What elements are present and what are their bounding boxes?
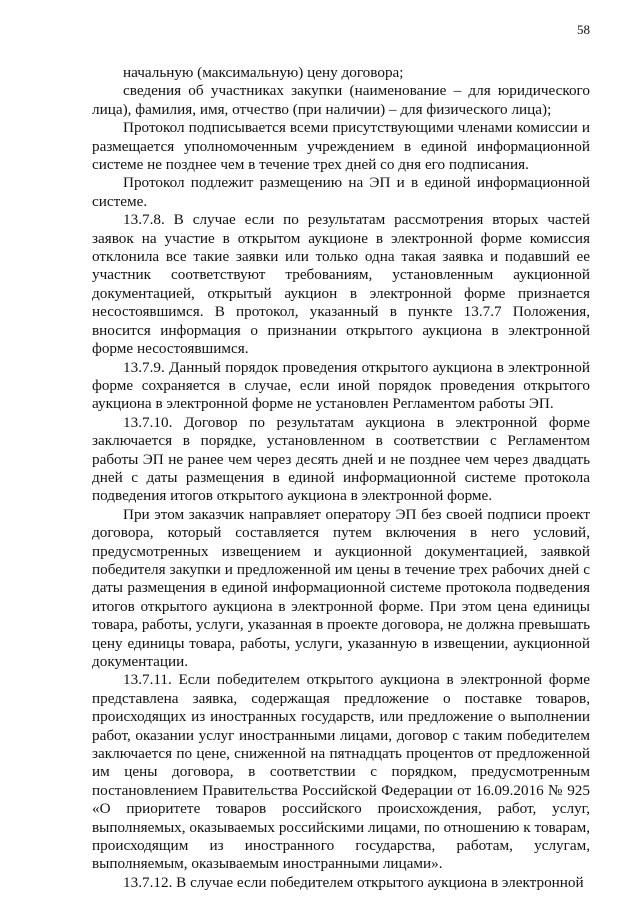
clause-13-7-12: 13.7.12. В случае если победителем открытого аукциона в электронной [123,873,584,891]
clause-13-7-10: 13.7.10. Договор по результатам аукциона в электронной форме заключается в порядке, установленном в соответствии с Регламентом работы ЭП не ранее чем через десять дней и не позднее чем через двадцать дней с даты размещения в единой информационной системе протокола подведения итогов открытого аукциона в электронной форме. [92,413,590,505]
list-item-participants-info: сведения об участниках закупки (наименование – для юридического лица), фамилия, имя, отчество (при наличии) – для физического лица); [92,82,590,118]
clause-13-7-8: 13.7.8. В случае если по результатам рассмотрения вторых частей заявок на участие в открытом аукционе в электронной форме комиссия отклонила все такие заявки или только одна такая заявка и подавший ее участник соответствуют требованиям, установленным аукционной документацией, открытый аукцион в электронной форме признается несостоявшимся. В протокол, указанный в пункте 13.7.7 Положения, вносится информация о признании открытого аукциона в электронной форме несостоявшимся. [92,211,590,358]
document-body [92,64,590,892]
clause-13-7-9: 13.7.9. Данный порядок проведения открытого аукциона в электронной форме сохраняется в случае, если иной порядок проведения открытого аукциона в электронной форме не установлен Регламентом работы ЭП. [92,358,590,413]
clause-13-7-11: 13.7.11. Если победителем открытого аукциона в электронной форме представлена заявка, содержащая предложение о поставке товаров, происходящих из иностранных государств, или предложение о выполнении работ, оказании услуг иностранными лицами, договор с таким победителем заключается по цене, сниженной на пятнадцать процентов от предложенной им цены договора, в соответствии с порядком, предусмотренным постановлением Правительства Российской Федерации от 16.09.2016 № 925 «О приоритете товаров российского происхождения, работ, услуг, выполняемых, оказываемых российскими лицами, по отношению к товарам, происходящим из иностранного государства, работам, услугам, выполняемым, оказываемым иностранными лицами». [92,671,590,873]
paragraph-contract-draft: При этом заказчик направляет оператору ЭП без своей подписи проект договора, который составляется путем включения в него условий, предусмотренных извещением и аукционной документацией, заявкой победителя закупки и предложенной им цены в течение трех рабочих дней с даты размещения в единой информационной системе протокола подведения итогов открытого аукциона в электронной форме. При этом цена единицы товара, работы, услуги, указанная в проекте договора, не должна превышать цену единицы товара, работы, услуги, указанную в извещении, аукционной документации. [92,505,590,670]
paragraph-protocol-publication: Протокол подлежит размещению на ЭП и в единой информационной системе. [92,174,590,210]
page-number: 58 [577,22,590,37]
list-item-initial-price: начальную (максимальную) цену договора; [123,64,404,81]
paragraph-protocol-signing: Протокол подписывается всеми присутствующими членами комиссии и размещается уполномоченным учреждением в единой информационной системе не позднее чем в течение трех дней со дня его подписания. [92,119,590,174]
